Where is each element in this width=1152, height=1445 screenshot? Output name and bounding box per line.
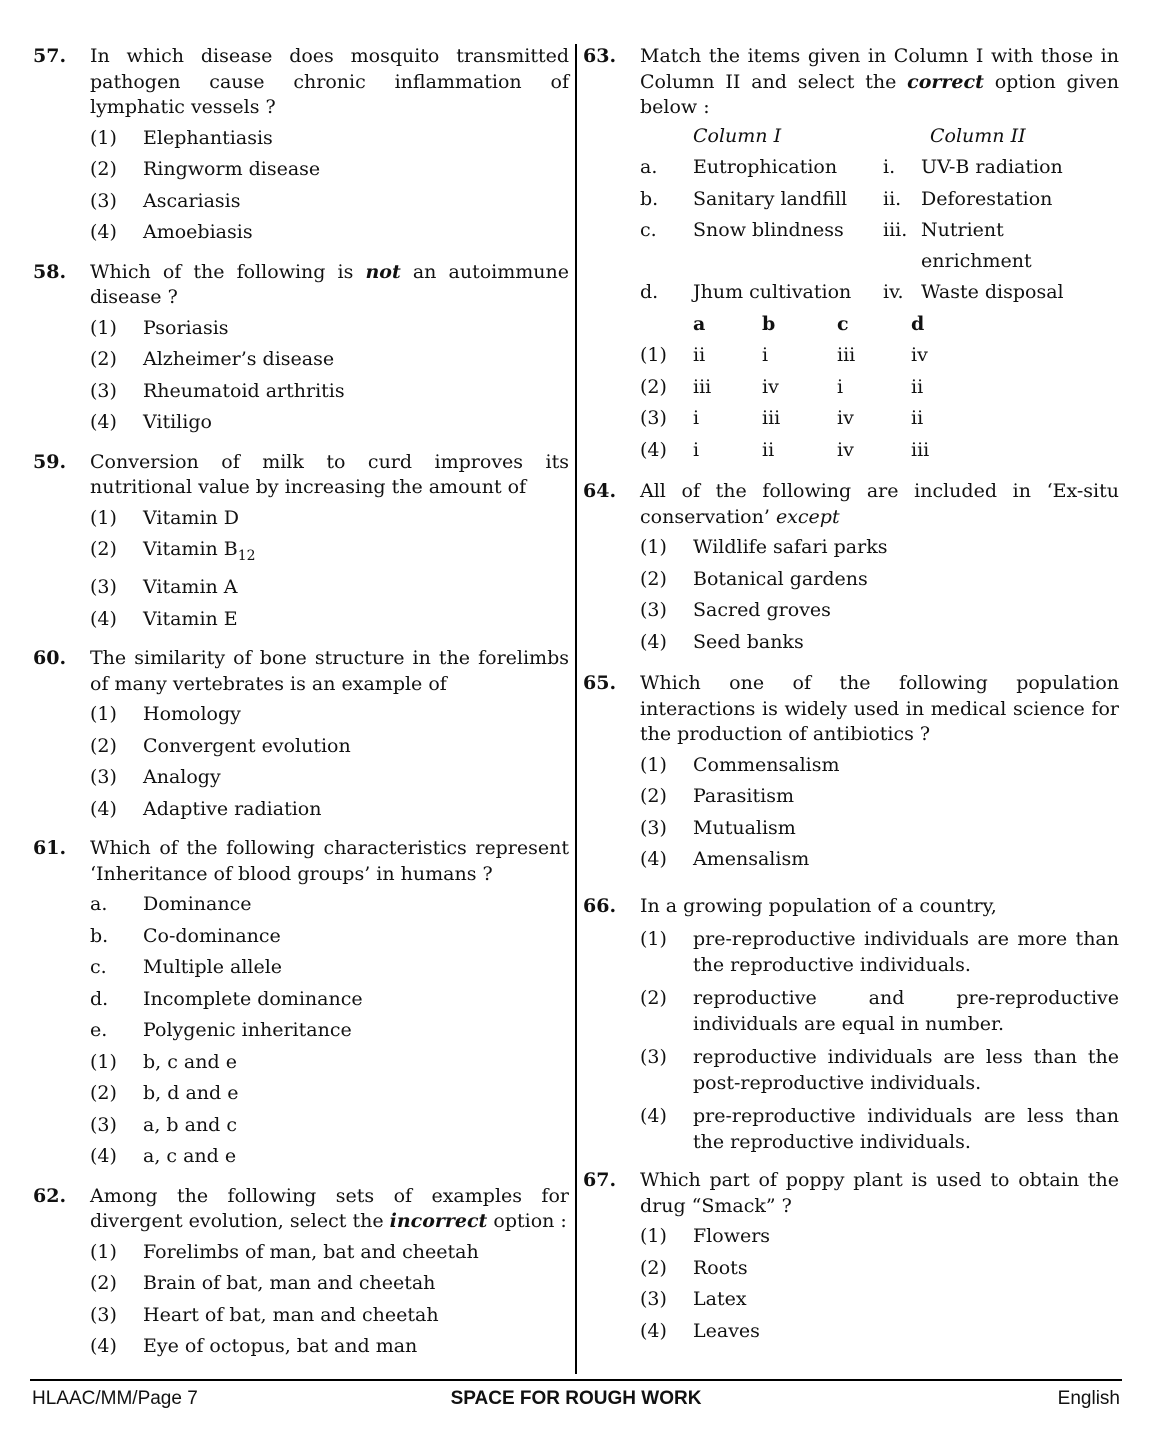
option-text: Multiple allele [143,956,283,979]
match-cell: Jhum cultivation [693,281,852,303]
option-number: (3) [90,189,117,212]
option-text: Incomplete dominance [143,987,363,1010]
answer-value: i [693,407,700,429]
statement-item [90,921,569,953]
match-cell: b. [640,187,659,210]
stem-text: All of the following are included in ‘Ex-situ conservation’ [640,480,1119,528]
right-column [583,44,1119,1347]
option-number: (2) [90,1272,117,1295]
question-63 [583,44,1119,466]
answer-option [640,813,1119,845]
option-number: (3) [640,407,667,429]
answer-value: iv [837,438,854,461]
option-text: Sacred groves [693,599,831,621]
answer-option [90,217,569,249]
stem-emphasis-text: correct [907,70,984,93]
option-text: Co-dominance [143,924,281,947]
option-text: b, c and e [143,1050,237,1073]
answer-option [90,731,569,763]
answer-option [640,1044,1119,1096]
question-67 [583,1168,1119,1347]
question-stem [90,260,569,311]
answer-option [90,572,569,604]
answer-value: iv [837,407,854,429]
option-number: (3) [90,379,117,402]
option-text: Rheumatoid arthritis [143,379,345,402]
answer-option [640,564,1119,596]
option-number: (2) [90,158,117,180]
option-number: (1) [90,703,117,726]
option-text: Amensalism [693,848,810,870]
option-text: Flowers [693,1225,771,1247]
answer-option [90,503,569,535]
option-number: (4) [90,221,117,243]
option-number: (3) [640,1288,667,1310]
option-text: Polygenic inheritance [143,1019,352,1042]
option-text: Wildlife safari parks [693,536,888,558]
answer-value: iii [911,438,930,461]
option-number: (4) [640,438,667,461]
answer-option [90,1078,569,1110]
option-number: (2) [640,567,667,590]
statement-item [90,1015,569,1047]
match-table-header [640,121,1119,153]
question-number: 63. [583,45,617,67]
answer-value: i [693,438,700,461]
option-text: Eye of octopus, bat and man [143,1335,418,1358]
match-cell: UV-B radiation [921,156,1063,178]
option-text: Vitamin D [143,506,240,529]
option-number: (2) [640,785,667,807]
option-number: c. [90,956,107,979]
question-stem: Which of the following characteristics represent ‘Inheritance of blood groups’ in humans ? [90,837,569,885]
match-row [640,152,1119,184]
option-text: Alzheimer’s disease [143,348,335,370]
option-text: Vitamin E [143,607,238,630]
option-text: Homology [143,703,241,726]
stem-text: Which of the following is [90,260,366,283]
answer-option [90,1331,569,1363]
answer-option [90,407,569,439]
column-2-header: Column II [930,124,1026,147]
stem-emphasis-text: not [365,260,401,283]
match-cell: Eutrophication [693,156,838,178]
answer-value: iv [762,375,779,398]
option-text: Vitamin B [143,538,238,560]
answer-option [640,532,1119,564]
stem-emphasis [390,1210,488,1232]
answer-option [640,627,1119,659]
answer-option [90,1237,569,1269]
answer-option [640,1284,1119,1316]
footer-language: English [1057,1388,1120,1409]
option-text: Convergent evolution [143,734,351,757]
answer-option [90,344,569,376]
option-number: (1) [640,753,667,776]
match-cell: d. [640,281,659,303]
option-text: Vitamin A [143,576,238,599]
stem-emphasis [365,261,400,283]
answer-value: iv [911,344,928,366]
answer-value: i [762,344,769,366]
option-text: b, d and e [143,1082,239,1105]
footer-page-id: HLAAC/MM/Page 7 [32,1388,198,1409]
answer-option [640,340,1119,372]
question-61 [33,836,569,1173]
option-number: (1) [90,1050,117,1073]
option-text: Psoriasis [143,316,229,339]
left-column [33,44,569,1363]
option-number: (2) [640,1256,667,1279]
question-number: 60. [33,647,67,670]
answer-option [90,1141,569,1173]
option-text: Dominance [143,893,252,916]
option-text: Commensalism [693,753,840,776]
match-cell: Deforestation [921,187,1053,210]
option-text: Roots [693,1256,748,1279]
answer-option [90,1047,569,1079]
answer-option [90,699,569,731]
option-number: (2) [640,987,667,1009]
question-stem: In which disease does mosquito transmitted pathogen cause chronic inflammation of lymphatic vessels ? [90,45,569,118]
answer-option [90,762,569,794]
option-number: (2) [90,1082,117,1105]
option-text: Analogy [143,766,221,789]
option-text: Heart of bat, man and cheetah [143,1303,439,1326]
option-number: (1) [90,506,117,529]
match-cell: ii. [883,187,902,210]
option-number: (3) [90,576,117,599]
question-57 [33,44,569,249]
option-text: Parasitism [693,785,794,807]
answer-key-label: c [837,312,849,335]
answer-option [90,1300,569,1332]
question-58 [33,260,569,439]
stem-text: an autoimmune disease ? [90,260,569,308]
answer-option [90,794,569,826]
match-row [640,184,1119,216]
option-number: (2) [640,375,667,398]
question-64 [583,479,1119,658]
question-number: 62. [33,1184,67,1207]
question-number: 57. [33,45,67,67]
match-cell: iv. [883,281,904,303]
option-number: (3) [640,599,667,621]
stem-emphasis [907,71,984,93]
option-number: (1) [640,1225,667,1247]
option-text: Ascariasis [143,189,241,212]
answer-option [640,1103,1119,1155]
footer-rough-work: SPACE FOR ROUGH WORK [450,1388,702,1409]
option-text: Botanical gardens [693,567,868,590]
option-number: (1) [90,1240,117,1263]
stem-text: option : [487,1210,567,1233]
stem-text: Match the items given in Column I with those in Column II and select the [640,45,1119,93]
option-text: Ringworm disease [143,158,321,180]
answer-option [640,985,1119,1037]
option-text: a, c and e [143,1145,237,1168]
answer-value: iii [693,375,712,398]
question-number: 65. [583,672,617,694]
option-number: (1) [640,928,667,950]
match-row [640,215,1119,277]
column-1-header: Column I [693,124,782,147]
match-cell: Nutrient enrichment [921,219,1032,272]
option-number: (4) [90,411,117,433]
answer-option [640,403,1119,435]
answer-key-label: d [911,312,925,335]
question-number: 58. [33,260,67,283]
question-stem [640,44,1119,121]
option-number: (2) [90,734,117,757]
answer-option [640,1221,1119,1253]
option-subscript: 12 [237,547,256,564]
answer-key-label: a [693,312,706,335]
question-number: 66. [583,894,617,917]
answer-option [90,186,569,218]
answer-option [90,376,569,408]
match-cell: iii. [883,219,908,241]
match-cell: Sanitary landfill [693,187,848,210]
answer-value: ii [693,344,706,366]
question-stem: Which part of poppy plant is used to obtain the drug “Smack” ? [640,1169,1119,1217]
option-text: Mutualism [693,816,796,839]
answer-value: ii [911,375,924,398]
option-number: (4) [90,1335,117,1358]
option-number: (4) [90,797,117,820]
match-cell: c. [640,219,657,241]
answer-option [640,372,1119,404]
option-number: (3) [640,1046,667,1068]
option-text: pre-reproductive individuals are less than the reproductive individuals. [693,1105,1119,1153]
stem-italic: except [775,505,840,528]
statement-item [90,889,569,921]
answer-option [640,435,1119,467]
answer-option [90,604,569,636]
option-number: (4) [640,1319,667,1342]
option-number: (4) [90,607,117,630]
answer-key-label: b [762,312,776,335]
option-number: (4) [640,630,667,653]
answer-option [90,534,569,572]
option-text: Forelimbs of man, bat and cheetah [143,1240,479,1263]
option-number: (1) [640,536,667,558]
question-number: 59. [33,450,67,473]
question-65 [583,671,1119,876]
question-number: 64. [583,480,617,502]
question-number: 67. [583,1169,617,1191]
answer-option [90,123,569,155]
answer-value: ii [762,438,775,461]
option-text: Seed banks [693,630,804,653]
question-stem: The similarity of bone structure in the forelimbs of many vertebrates is an example of [90,647,569,695]
answer-key-header [640,309,1119,341]
option-number: (4) [90,1145,117,1168]
question-62 [33,1184,569,1363]
footer-rule [30,1379,1122,1381]
answer-option [640,1253,1119,1285]
answer-value: ii [911,407,924,429]
answer-option [640,750,1119,782]
option-text: Leaves [693,1319,760,1342]
match-row [640,277,1119,309]
statement-item [90,984,569,1016]
option-text: a, b and c [143,1113,238,1136]
option-number: (4) [640,848,667,870]
match-cell: i. [883,156,896,178]
option-text: pre-reproductive individuals are more than the reproductive individuals. [693,928,1119,976]
answer-value: iii [837,344,856,366]
answer-option [90,313,569,345]
answer-option [640,926,1119,978]
stem-text: Among the following sets of examples for divergent evolution, select the [90,1184,569,1233]
option-text: reproductive individuals are less than the post-reproductive individuals. [693,1046,1119,1094]
option-number: (3) [640,816,667,839]
answer-option [640,781,1119,813]
option-number: (2) [90,538,117,560]
option-number: a. [90,893,108,916]
question-stem: Which one of the following population interactions is widely used in medical science for the production of antibiotics ? [640,672,1119,745]
option-number: (3) [90,766,117,789]
question-60 [33,646,569,825]
option-number: e. [90,1019,108,1042]
question-number: 61. [33,837,67,860]
stem-emphasis-text: incorrect [389,1210,488,1233]
option-text: Adaptive radiation [143,797,322,820]
match-cell: a. [640,156,658,178]
option-number: (1) [90,126,117,149]
option-number: (2) [90,348,117,370]
answer-option [90,1110,569,1142]
option-text: Elephantiasis [143,126,273,149]
option-number: (1) [640,344,667,366]
option-text: Latex [693,1288,747,1310]
option-number: b. [90,924,109,947]
question-stem [640,479,1119,530]
question-66 [583,894,1119,1156]
answer-option [640,595,1119,627]
answer-option [640,844,1119,876]
question-stem: Conversion of milk to curd improves its nutritional value by increasing the amount of [90,450,569,498]
column-divider [575,44,577,1374]
stem-text: option given below : [640,70,1119,118]
answer-option [640,1316,1119,1348]
answer-value: iii [762,407,781,429]
option-text: Brain of bat, man and cheetah [143,1272,436,1295]
question-59 [33,450,569,636]
answer-option [90,1268,569,1300]
option-text: Vitiligo [143,411,212,433]
option-text: Amoebiasis [143,221,253,243]
option-number: (1) [90,316,117,339]
option-number: (3) [90,1113,117,1136]
statement-item [90,952,569,984]
option-number: d. [90,987,109,1010]
option-number: (4) [640,1105,667,1127]
question-stem: In a growing population of a country, [640,894,997,917]
match-cell: Snow blindness [693,219,844,241]
question-stem [90,1184,569,1235]
option-number: (3) [90,1303,117,1326]
answer-value: i [837,375,844,398]
option-text: reproductive and pre-reproductive individuals are equal in number. [693,987,1119,1035]
match-cell: Waste disposal [921,281,1064,303]
answer-option [90,154,569,186]
